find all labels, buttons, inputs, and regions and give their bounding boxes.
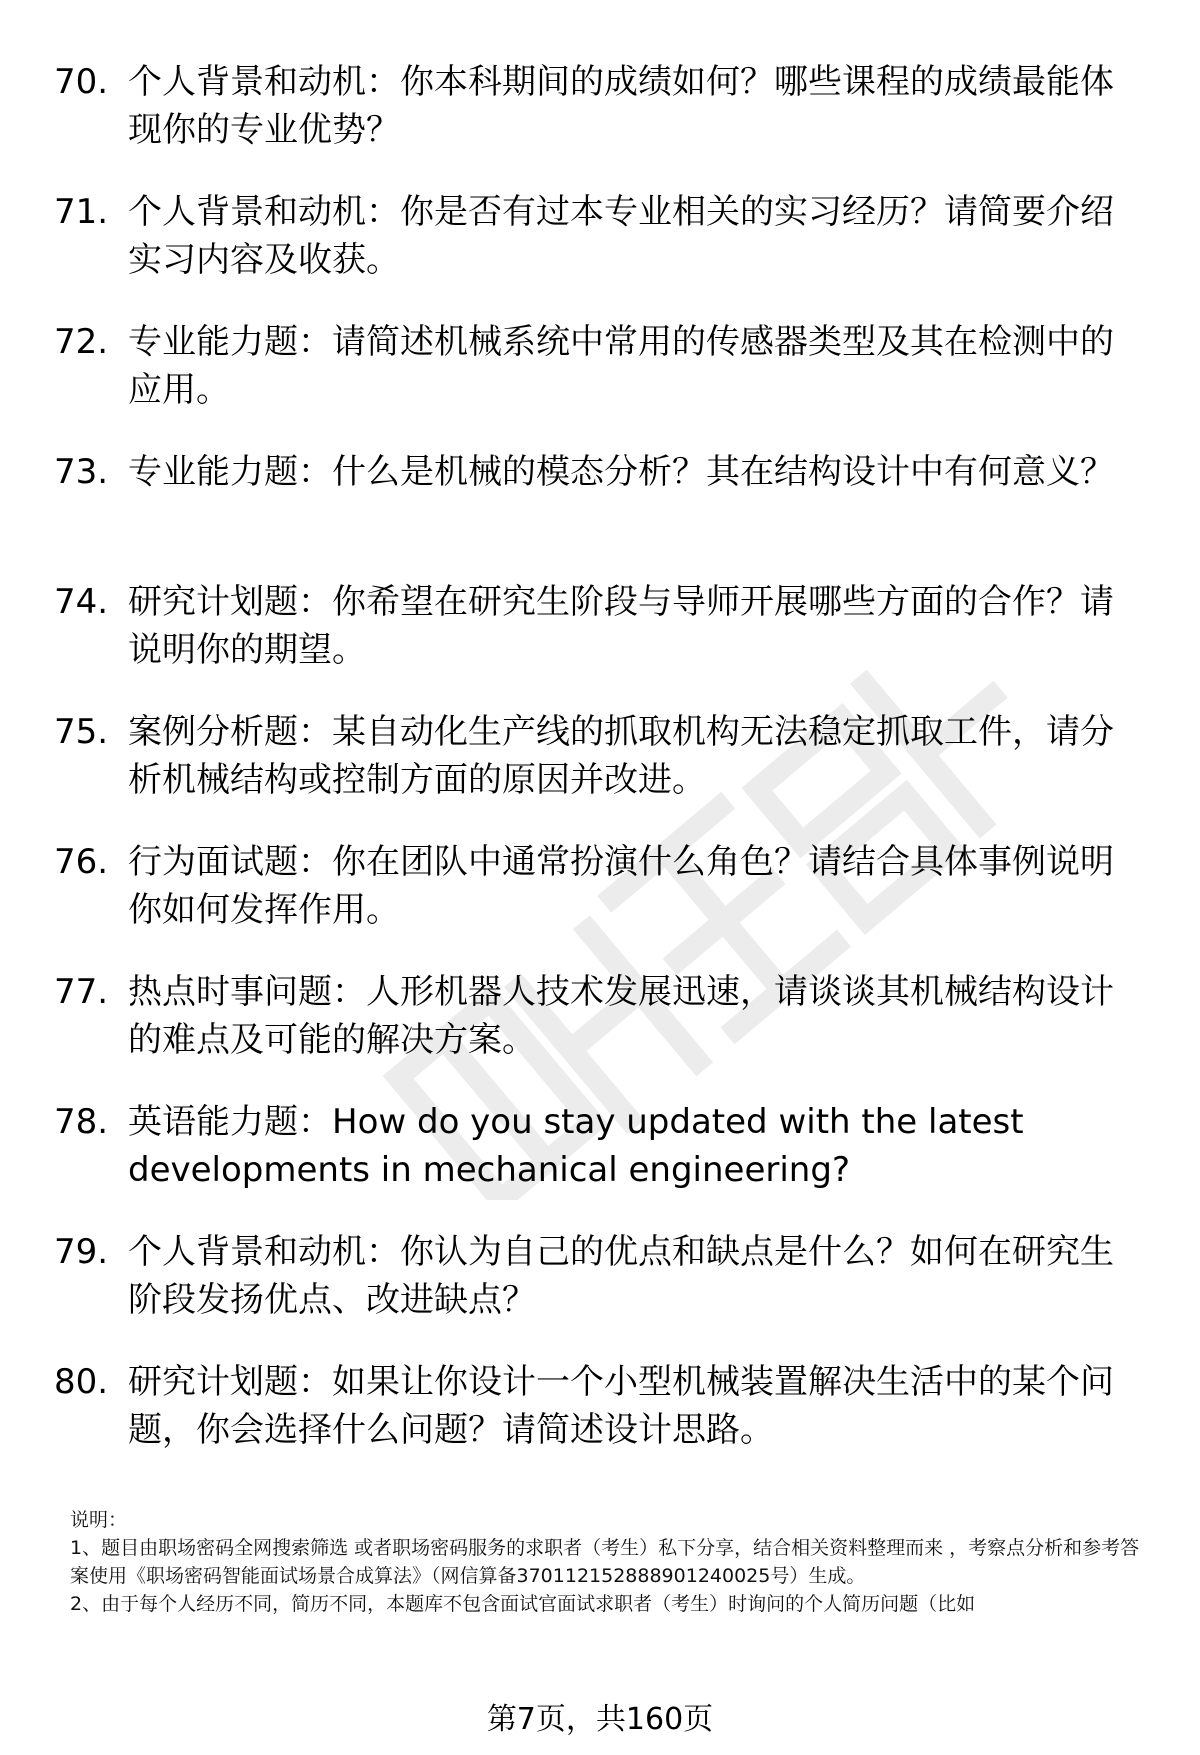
- question-text: 案例分析题：某自动化生产线的抓取机构无法稳定抓取工件，请分析机械结构或控制方面的原因并改进。: [128, 712, 1114, 800]
- question-number: 79.: [54, 1232, 109, 1272]
- question-number: 75.: [54, 712, 109, 752]
- question-text: 个人背景和动机：你认为自己的优点和缺点是什么？如何在研究生阶段发扬优点、改进缺点？: [128, 1232, 1114, 1320]
- question-text: 专业能力题：请简述机械系统中常用的传感器类型及其在检测中的应用。: [128, 322, 1114, 410]
- question-number: 70.: [54, 62, 109, 102]
- question-text: 行为面试题：你在团队中通常扮演什么角色？请结合具体事例说明你如何发挥作用。: [128, 842, 1114, 930]
- question-item: [0, 58, 1200, 188]
- notes-line: 1、题目由职场密码全网搜索筛选 或者职场密码服务的求职者（考生）私下分享，结合相关资料整理而来 ，考察点分析和参考答案使用《职场密码智能面试场景合成算法》（网信算备370112152888901240025号）生成。: [70, 1537, 1140, 1587]
- question-number: 72.: [54, 322, 109, 362]
- question-number: 78.: [54, 1102, 109, 1142]
- question-number: 74.: [54, 582, 109, 622]
- page-number-label: 第7页，共160页: [486, 1702, 714, 1737]
- question-item: [0, 968, 1200, 1098]
- question-number: 71.: [54, 192, 109, 232]
- notes-line: 2、由于每个人经历不同，简历不同，本题库不包含面试官面试求职者（考生）时询问的个人简历问题（比如: [70, 1593, 976, 1615]
- question-text: 研究计划题：你希望在研究生阶段与导师开展哪些方面的合作？请说明你的期望。: [128, 582, 1114, 670]
- question-item: [0, 1098, 1200, 1228]
- question-item: [0, 1228, 1200, 1358]
- question-text: 热点时事问题：人形机器人技术发展迅速，请谈谈其机械结构设计的难点及可能的解决方案。: [128, 972, 1114, 1060]
- question-text: 研究计划题：如果让你设计一个小型机械装置解决生活中的某个问题，你会选择什么问题？请简述设计思路。: [128, 1362, 1114, 1450]
- question-number: 80.: [54, 1362, 109, 1402]
- question-item: [0, 578, 1200, 708]
- question-number: 77.: [54, 972, 109, 1012]
- question-number: 73.: [54, 452, 109, 492]
- question-text: 个人背景和动机：你是否有过本专业相关的实习经历？请简要介绍实习内容及收获。: [128, 192, 1114, 280]
- question-text: 个人背景和动机：你本科期间的成绩如何？哪些课程的成绩最能体现你的专业优势？: [128, 62, 1114, 150]
- page-footer: [0, 1700, 1200, 1740]
- question-item: [0, 448, 1200, 578]
- question-item: [0, 188, 1200, 318]
- notes-section: [70, 1506, 1150, 1618]
- question-item: [0, 318, 1200, 448]
- question-text: 专业能力题：什么是机械的模态分析？其在结构设计中有何意义？: [128, 452, 1114, 492]
- question-item: [0, 708, 1200, 838]
- notes-heading: 说明：: [70, 1509, 128, 1531]
- question-item: [0, 1358, 1200, 1488]
- question-item: [0, 838, 1200, 968]
- question-list: [0, 58, 1200, 1488]
- question-text: 英语能力题：How do you stay updated with the latest developments in mechanical engineering?: [128, 1102, 1024, 1190]
- question-number: 76.: [54, 842, 109, 882]
